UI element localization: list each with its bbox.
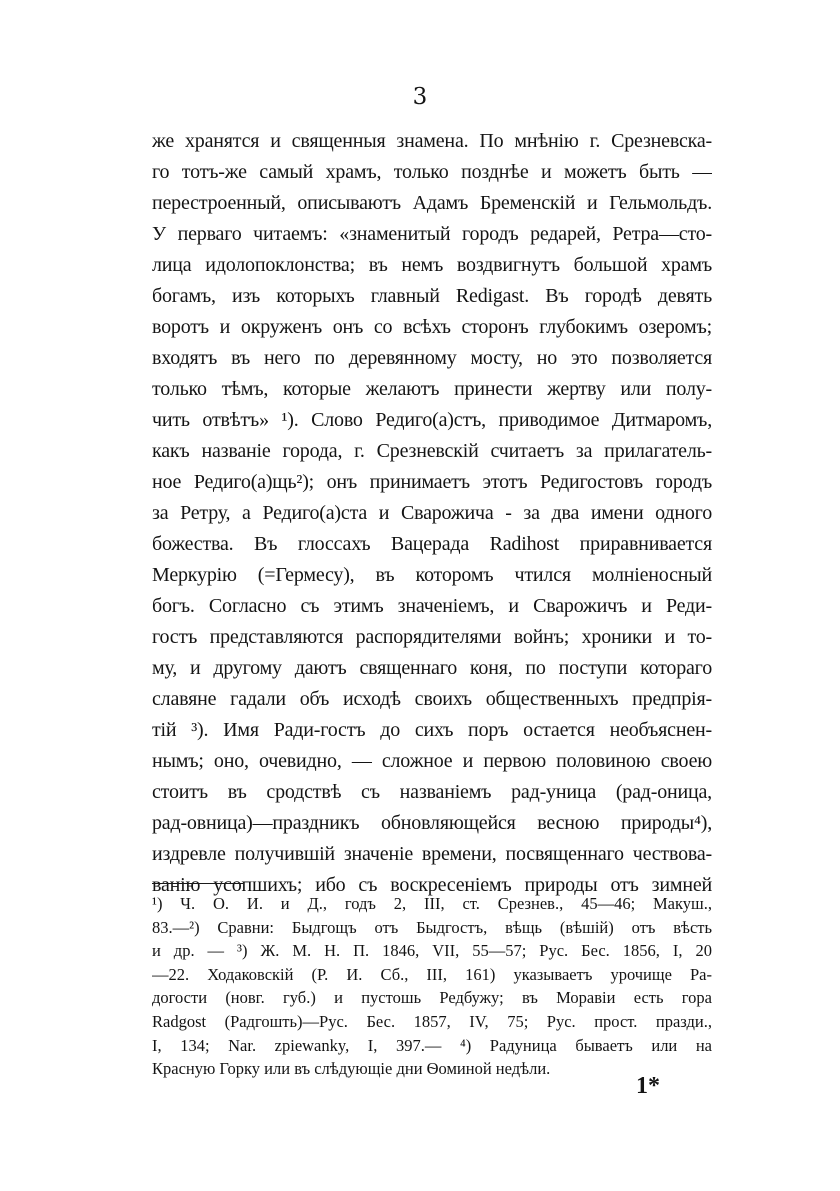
footnote-line: 83.—²) Сравни: Быдгощъ отъ Быдгостъ, вѣщь (вѣшій) отъ вѣсть — [152, 917, 712, 937]
body-line: воротъ и окруженъ онъ со всѣхъ сторонъ глубокимъ озеромъ; — [152, 316, 712, 338]
body-line: за Ретру, а Редиго(а)ста и Сварожича - за два имени одного — [152, 502, 712, 524]
body-line: Меркурію (=Гермесу), въ которомъ чтился молніеносный — [152, 564, 712, 586]
page-number: 3 — [412, 84, 428, 110]
body-line: божества. Въ глоссахъ Вацерада Radihost приравнивается — [152, 533, 712, 555]
footnote-line: догости (новг. губ.) и пустошь Редбужу; въ Моравіи есть гора — [152, 988, 712, 1008]
body-line: славяне гадали объ исходѣ своихъ общественныхъ предпрія- — [152, 688, 712, 710]
signature-mark: 1* — [636, 1073, 660, 1099]
body-line: же хранятся и священныя знамена. По мнѣнію г. Срезневска- — [152, 130, 712, 152]
footnote-separator — [152, 883, 243, 884]
body-line: гостъ представляются распорядителями войнъ; хроники и то- — [152, 626, 712, 648]
body-line: только тѣмъ, которые желаютъ принести жертву или полу- — [152, 378, 712, 400]
body-line: нымъ; оно, очевидно, — сложное и первою половиною своею — [152, 750, 712, 772]
body-line: тій ³). Имя Ради-гостъ до сихъ поръ остается необъяснен- — [152, 719, 712, 741]
body-line: богамъ, изъ которыхъ главный Redigast. Въ городѣ девять — [152, 285, 712, 307]
footnote-line: Красную Горку или въ слѣдующіе дни Ѳоминой недѣли. — [152, 1059, 551, 1079]
body-line: издревле получившій значеніе времени, посвященнаго чествова- — [152, 843, 712, 865]
footnote-line: —22. Ходаковскій (Р. И. Сб., III, 161) указываетъ урочище Ра- — [152, 964, 712, 984]
footnote-line: ¹) Ч. О. И. и Д., годъ 2, III, ст. Срезнев., 45—46; Макуш., — [152, 894, 712, 913]
body-line: какъ названіе города, г. Срезневскій считаетъ за прилагатель- — [152, 440, 712, 462]
body-line: лица идолопоклонства; въ немъ воздвигнутъ большой храмъ — [152, 254, 712, 276]
body-line: богъ. Согласно съ этимъ значеніемъ, и Сварожичъ и Реди- — [152, 595, 712, 617]
body-line: му, и другому даютъ священнаго коня, по поступи котораго — [152, 657, 712, 679]
footnotes — [152, 892, 712, 1081]
body-line: входятъ въ него по деревянному мосту, но это позволяется — [152, 347, 712, 369]
body-line: У перваго читаемъ: «знаменитый городъ редарей, Ретра—сто- — [152, 223, 712, 245]
body-line: перестроенный, описываютъ Адамъ Бременскій и Гельмольдъ. — [152, 192, 712, 214]
body-line: го тотъ-же самый храмъ, только позднѣе и можетъ быть — — [152, 161, 712, 183]
footnote-line: и др. — ³) Ж. М. Н. П. 1846, VII, 55—57; Рус. Бес. 1856, I, 20 — [152, 941, 712, 961]
body-line: ное Редиго(а)щь²); онъ принимаетъ этотъ Редигостовъ городъ — [152, 471, 712, 493]
body-line: стоитъ въ сродствѣ съ названіемъ рад-уница (рад-оница, — [152, 781, 712, 803]
body-line: рад-овница)—праздникъ обновляющейся весною природы⁴), — [152, 812, 712, 834]
footnote-line: I, 134; Nar. zpiewanky, I, 397.— ⁴) Радуница бываетъ или на — [152, 1035, 712, 1055]
body-line: ванію усопшихъ; ибо съ воскресеніемъ природы отъ зимней — [152, 874, 712, 896]
body-line: чить отвѣтъ» ¹). Слово Редиго(а)стъ, приводимое Дитмаромъ, — [152, 409, 712, 431]
body-text — [152, 126, 712, 901]
footnote-line: Radgost (Радгошть)—Рус. Бес. 1857, IV, 75; Рус. прост. празди., — [152, 1011, 712, 1031]
